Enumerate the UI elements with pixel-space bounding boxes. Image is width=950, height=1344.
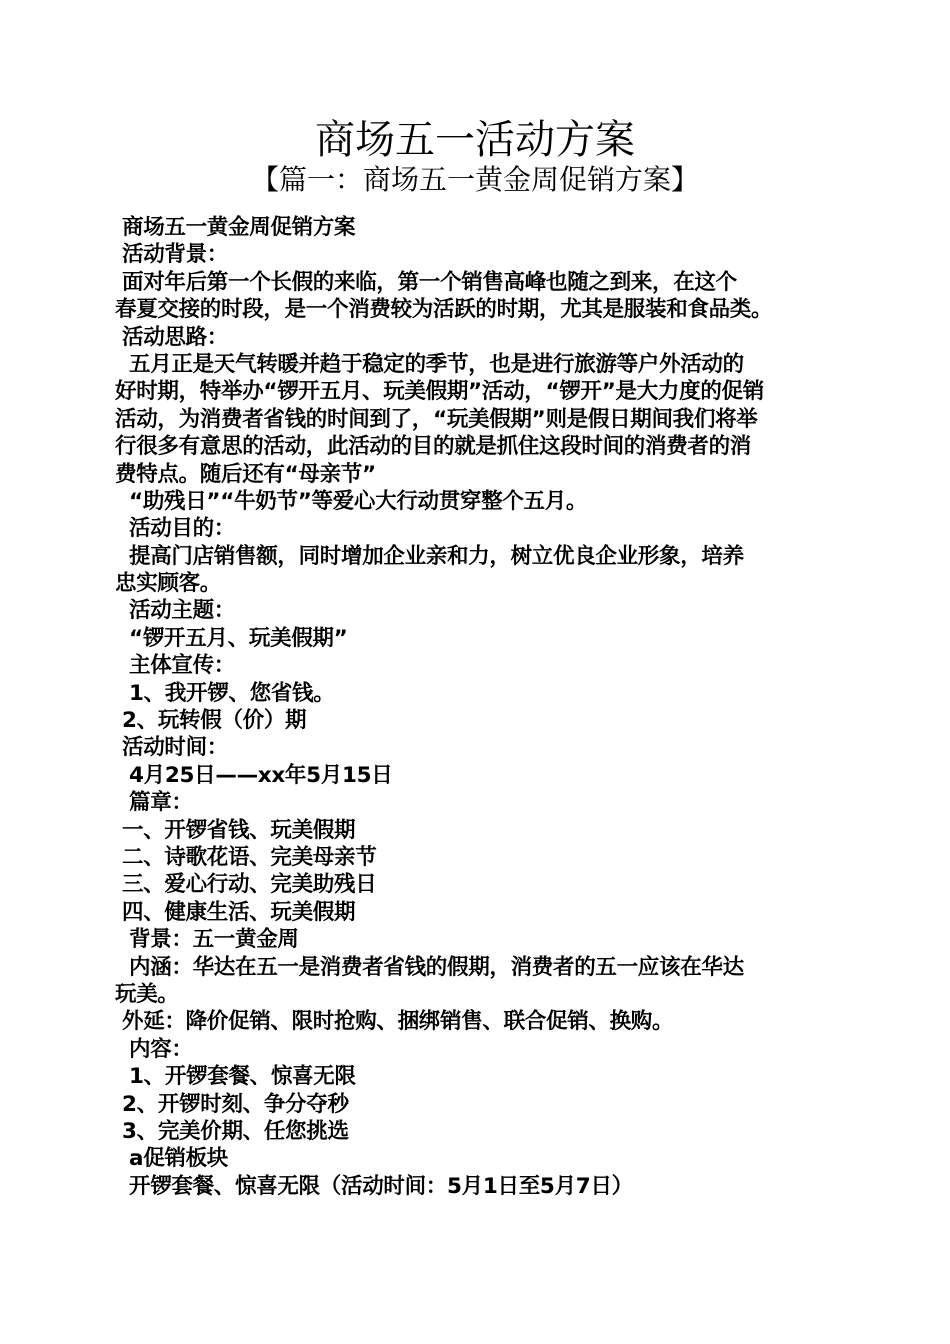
list-item: 二、诗歌花语、完美母亲节 xyxy=(122,844,377,870)
section-label: 活动目的： xyxy=(129,516,236,542)
section-label: 主体宣传： xyxy=(129,653,236,679)
paragraph-line: 五月正是天气转暖并趋于稳定的季节，也是进行旅游等户外活动的 xyxy=(129,351,744,377)
document-body xyxy=(115,214,850,1200)
section-label: 活动思路： xyxy=(122,324,229,350)
paragraph-line: 活动，为消费者省钱的时间到了，“玩美假期”则是假日期间我们将举 xyxy=(115,406,758,432)
paragraph-line: 行很多有意思的活动，此活动的目的就是抓住这段时间的消费者的消 xyxy=(115,434,752,460)
paragraph-line: 内涵：华达在五一是消费者省钱的假期，消费者的五一应该在华达 xyxy=(129,954,744,980)
section-label: a促销板块 xyxy=(129,1146,229,1172)
paragraph-line: 玩美。 xyxy=(115,981,179,1007)
section-heading: 商场五一黄金周促销方案 xyxy=(122,215,356,240)
paragraph-line: 开锣套餐、惊喜无限（活动时间：5月1日至5月7日） xyxy=(129,1173,633,1199)
paragraph-line: 费特点。随后还有“母亲节” xyxy=(115,461,376,487)
section-label: 活动背景： xyxy=(122,242,229,268)
paragraph-line: “锣开五月、玩美假期” xyxy=(129,625,348,651)
paragraph-line: 背景：五一黄金周 xyxy=(129,927,299,953)
paragraph-line: 外延：降价促销、限时抢购、捆绑销售、联合促销、换购。 xyxy=(122,1009,674,1035)
section-label: 活动主题： xyxy=(129,598,236,624)
paragraph-line: 提高门店销售额，同时增加企业亲和力，树立优良企业形象，培养 xyxy=(129,543,744,569)
document-title: 商场五一活动方案 xyxy=(315,117,635,163)
paragraph-line: 忠实顾客。 xyxy=(115,571,222,597)
list-item: 1、我开锣、您省钱。 xyxy=(129,680,335,706)
list-item: 2、玩转假（价）期 xyxy=(122,708,307,734)
paragraph-line: 好时期，特举办“锣开五月、玩美假期”活动，“锣开”是大力度的促销 xyxy=(115,379,764,405)
list-item: 2、开锣时刻、争分夺秒 xyxy=(122,1091,349,1117)
list-item: 3、完美价期、任您挑选 xyxy=(122,1118,349,1144)
section-label: 内容： xyxy=(129,1036,193,1062)
paragraph-line: 面对年后第一个长假的来临，第一个销售高峰也随之到来，在这个 xyxy=(122,269,737,295)
list-item: 1、开锣套餐、惊喜无限 xyxy=(129,1064,356,1090)
list-item: 三、爱心行动、完美助残日 xyxy=(122,872,377,898)
section-label: 篇章： xyxy=(129,790,193,816)
paragraph-line: 4月25日——xx年5月15日 xyxy=(129,762,393,788)
section-label: 活动时间： xyxy=(122,735,229,761)
document-subtitle: 【篇一：商场五一黄金周促销方案】 xyxy=(250,163,699,196)
paragraph-line: 春夏交接的时段，是一个消费较为活跃的时期，尤其是服装和食品类。 xyxy=(115,297,773,323)
paragraph-line: “助残日”“牛奶节”等爱心大行动贯穿整个五月。 xyxy=(129,488,588,514)
list-item: 四、健康生活、玩美假期 xyxy=(122,899,356,925)
list-item: 一、开锣省钱、玩美假期 xyxy=(122,817,356,843)
